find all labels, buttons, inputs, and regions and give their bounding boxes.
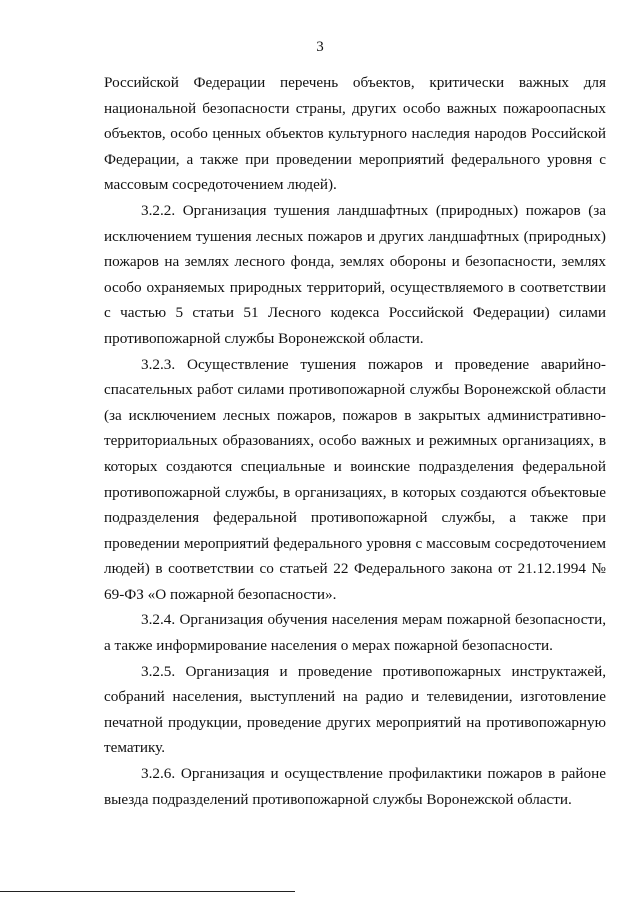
- paragraph-3-2-2: 3.2.2. Организация тушения ландшафтных (природных) пожаров (за исключением тушения лесных пожаров и других ландшафтных (природных) пожаров на землях лесного фонда, землях обороны и безопасности, землях особо охраняемых природных территорий, осуществляемого в соответствии с частью 5 статьи 51 Лесного кодекса Российской Федерации) силами противопожарной службы Воронежской области.: [104, 201, 606, 347]
- page-number: 3: [316, 39, 324, 55]
- paragraph-3-2-5: 3.2.5. Организация и проведение противопожарных инструктажей, собраний населения, выступлений на радио и телевидении, изготовление печатной продукции, проведение других мероприятий на противопожарную тематику.: [104, 662, 606, 757]
- body-text: [104, 70, 606, 812]
- footer-rule: [0, 891, 295, 892]
- paragraph-3-2-6: 3.2.6. Организация и осуществление профилактики пожаров в районе выезда подразделений противопожарной службы Воронежской области.: [104, 765, 606, 808]
- paragraph-3-2-4: 3.2.4. Организация обучения населения мерам пожарной безопасности, а также информирование населения о мерах пожарной безопасности.: [104, 611, 606, 655]
- paragraph-continuation: Российской Федерации перечень объектов, критически важных для национальной безопасности страны, других особо важных пожароопасных объектов, особо ценных объектов культурного наследия народов Российской Федерации, а также при проведении мероприятий федерального уровня с массовым сосредоточением людей).: [104, 74, 606, 194]
- paragraph-3-2-3: 3.2.3. Осуществление тушения пожаров и проведение аварийно-спасательных работ силами противопожарной службы Воронежской области (за исключением лесных пожаров, пожаров в закрытых административно-территориальных образованиях, особо важных и режимных организациях, в которых создаются специальные и воинские подразделения федеральной противопожарной службы, в организациях, в которых создаются объектовые подразделения федеральной противопожарной службы, а также при проведении мероприятий федерального уровня с массовым сосредоточением людей) в соответствии со статьей 22 Федерального закона от 21.12.1994 № 69-ФЗ «О пожарной безопасности».: [104, 355, 606, 603]
